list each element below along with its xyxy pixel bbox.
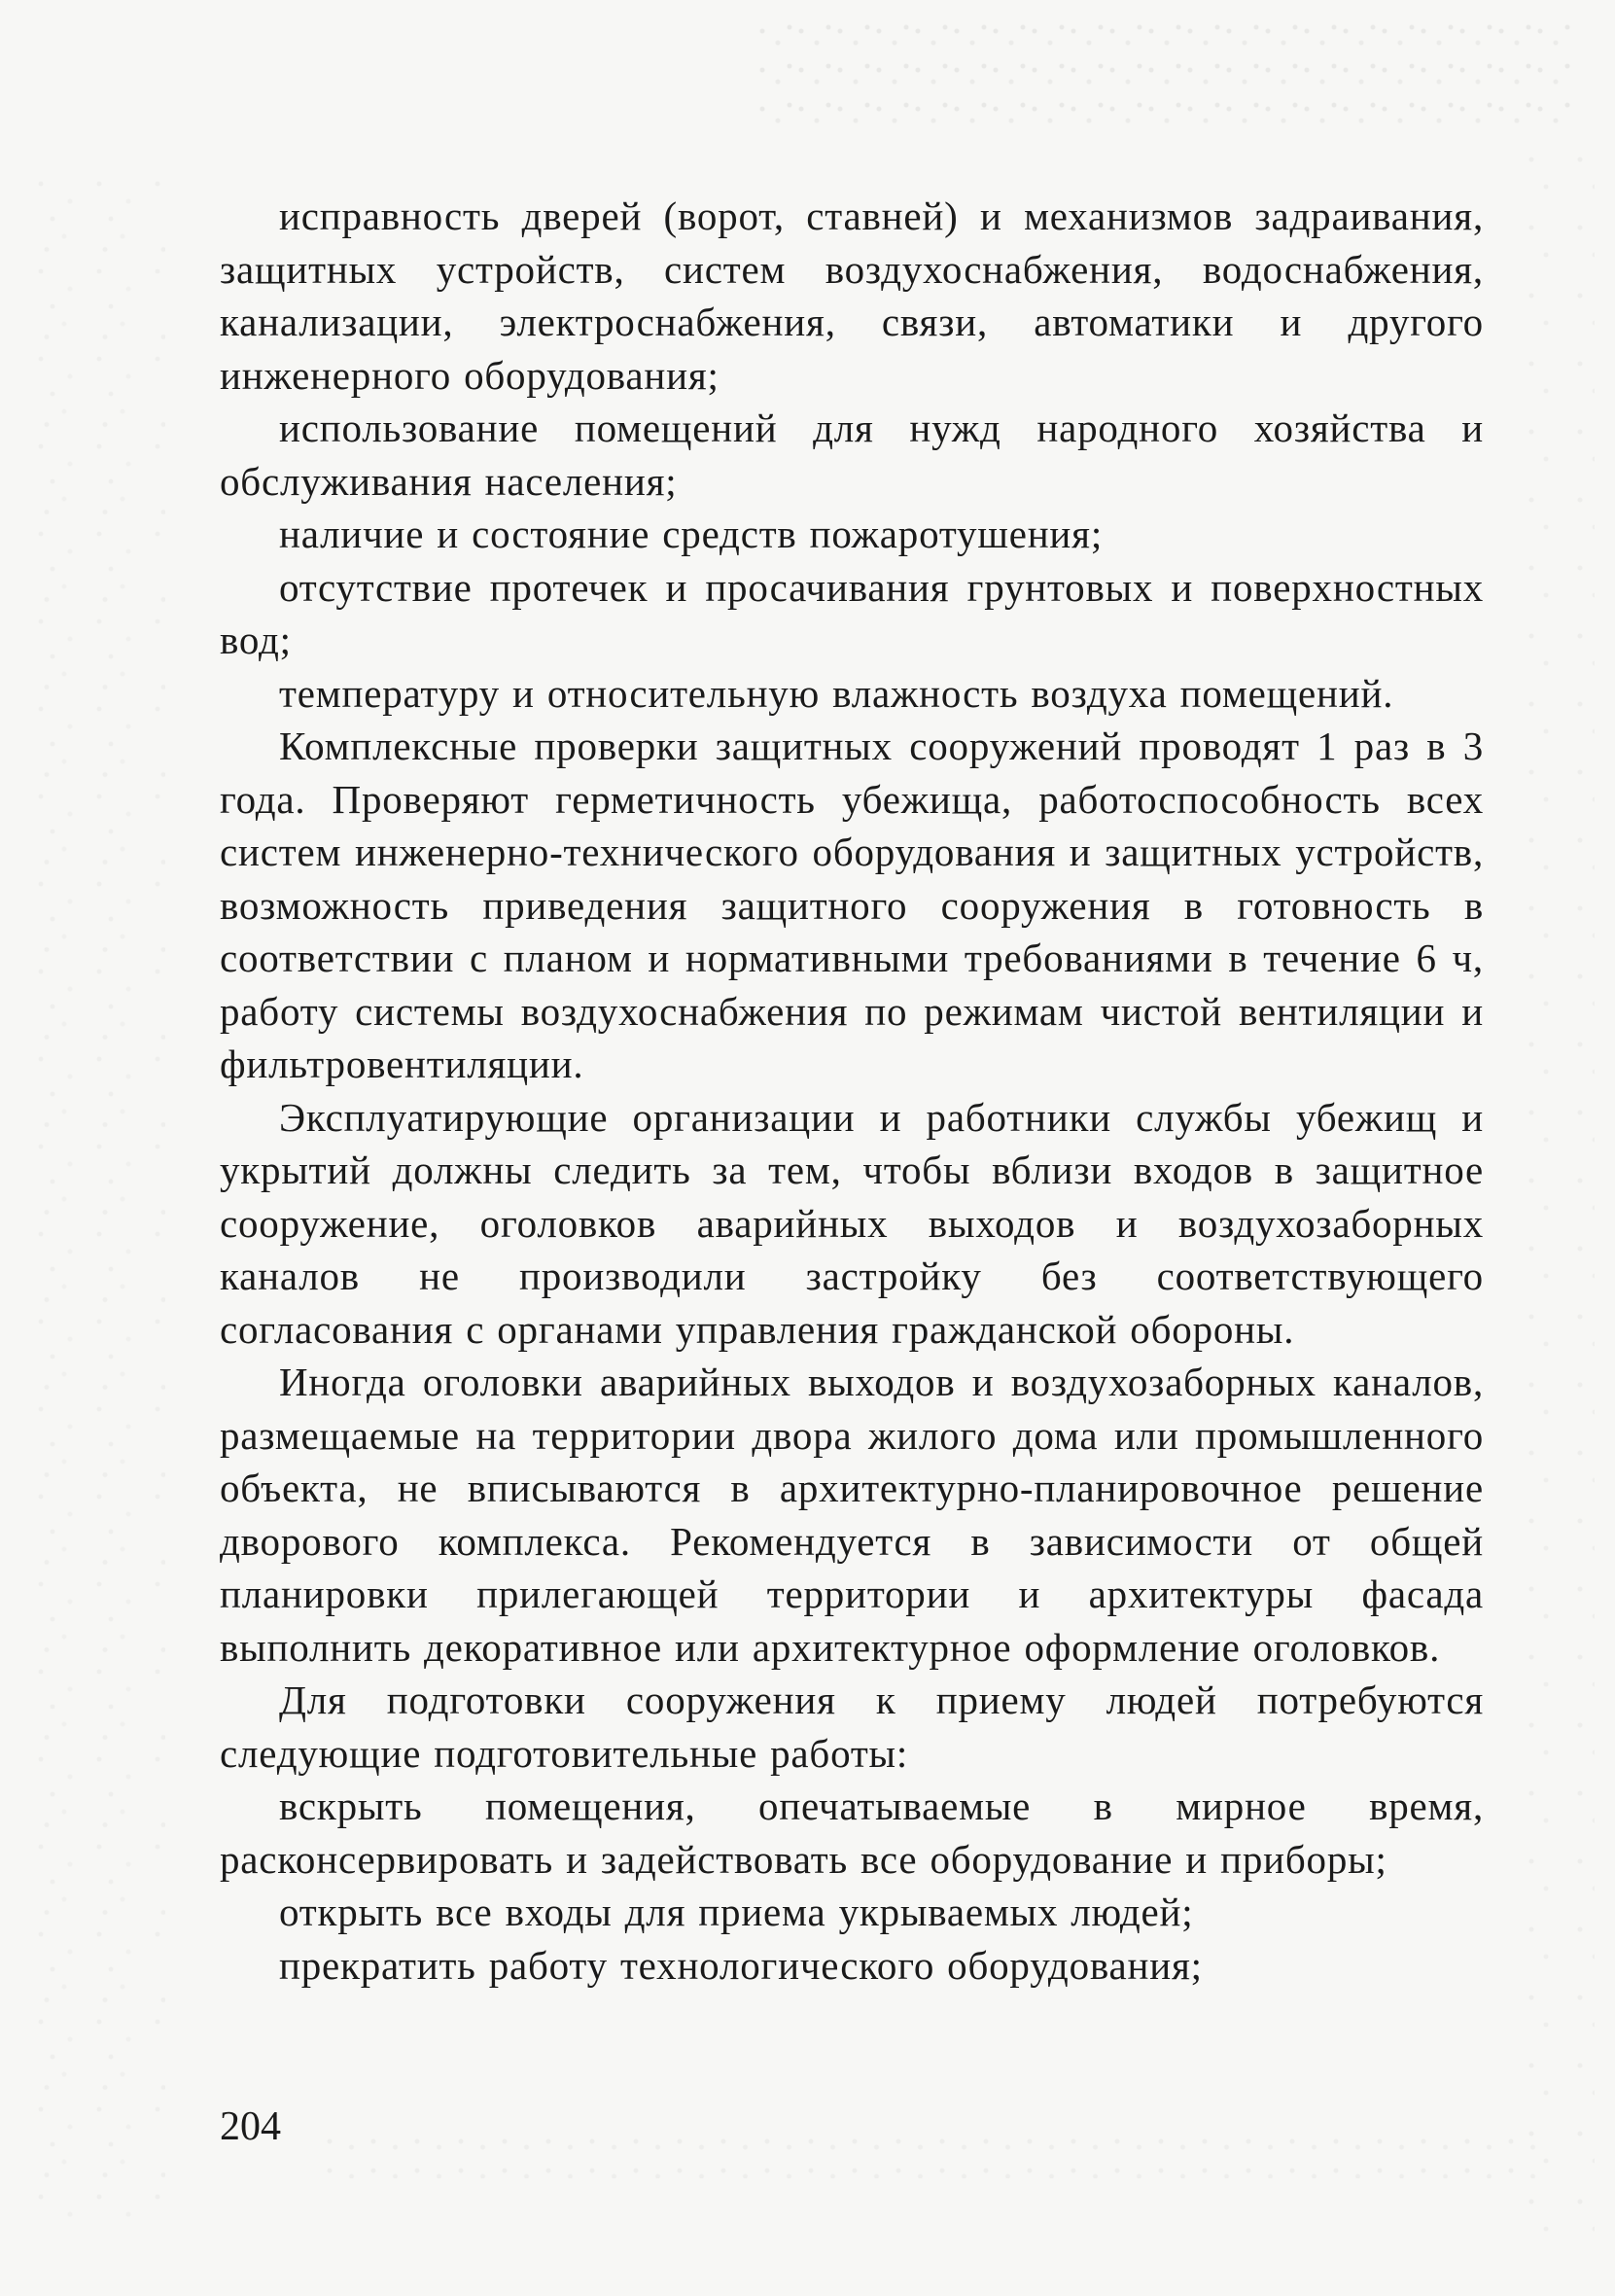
page-number: 204	[220, 2104, 281, 2149]
paragraph: Иногда оголовки аварийных выходов и воздухозаборных каналов, размещаемые на территории двора жилого дома или промышленного объекта, не вписываются в архитектурно-планировочное решение дворового комплекса. Рекомендуется в зависимости от общей планировки прилегающей территории и архитектуры фасада выполнить декоративное или архитектурное оформление оголовков.	[220, 1360, 1484, 1670]
paragraph: исправность дверей (ворот, ставней) и механизмов задраивания, защитных устройств, систем воздухоснабжения, водоснабжения, канализации, электроснабжения, связи, автоматики и другого инженерного оборудования;	[220, 194, 1484, 398]
paragraph: Комплексные проверки защитных сооружений проводят 1 раз в 3 года. Проверяют герметичность убежища, работоспособность всех систем инженерно-технического оборудования и защитных устройств, возможность приведения защитного сооружения в готовность в соответствии с планом и нормативными требованиями в течение 6 ч, работу системы воздухоснабжения по режимам чистой вентиляции и фильтровентиляции.	[220, 724, 1484, 1086]
paragraph: отсутствие протечек и просачивания грунтовых и поверхностных вод;	[220, 564, 1484, 662]
paragraph: наличие и состояние средств пожаротушения;	[279, 512, 1104, 556]
paragraph: Для подготовки сооружения к приему людей потребуются следующие подготовительные работы:	[220, 1678, 1484, 1776]
paragraph: использование помещений для нужд народного хозяйства и обслуживания населения;	[220, 406, 1484, 504]
scan-noise-left	[29, 175, 165, 2217]
paragraph: вскрыть помещения, опечатываемые в мирное время, расконсервировать и задействовать все оборудование и приборы;	[220, 1784, 1484, 1882]
body-text	[220, 190, 1484, 1992]
scan-noise-right	[1517, 146, 1595, 2237]
paragraph: открыть все входы для приема укрываемых людей;	[279, 1890, 1194, 1934]
paragraph: прекратить работу технологического оборудования;	[279, 1942, 1203, 1988]
scan-noise-bottom	[321, 2130, 1536, 2178]
scan-noise-top	[758, 19, 1575, 136]
paragraph: температуру и относительную влажность воздуха помещений.	[279, 670, 1394, 716]
paragraph: Эксплуатирующие организации и работники службы убежищ и укрытий должны следить за тем, чтобы вблизи входов в защитное сооружение, оголовков аварийных выходов и воздухозаборных каналов не производили застройку без соответствующего согласования с органами управления гражданской обороны.	[220, 1094, 1484, 1352]
